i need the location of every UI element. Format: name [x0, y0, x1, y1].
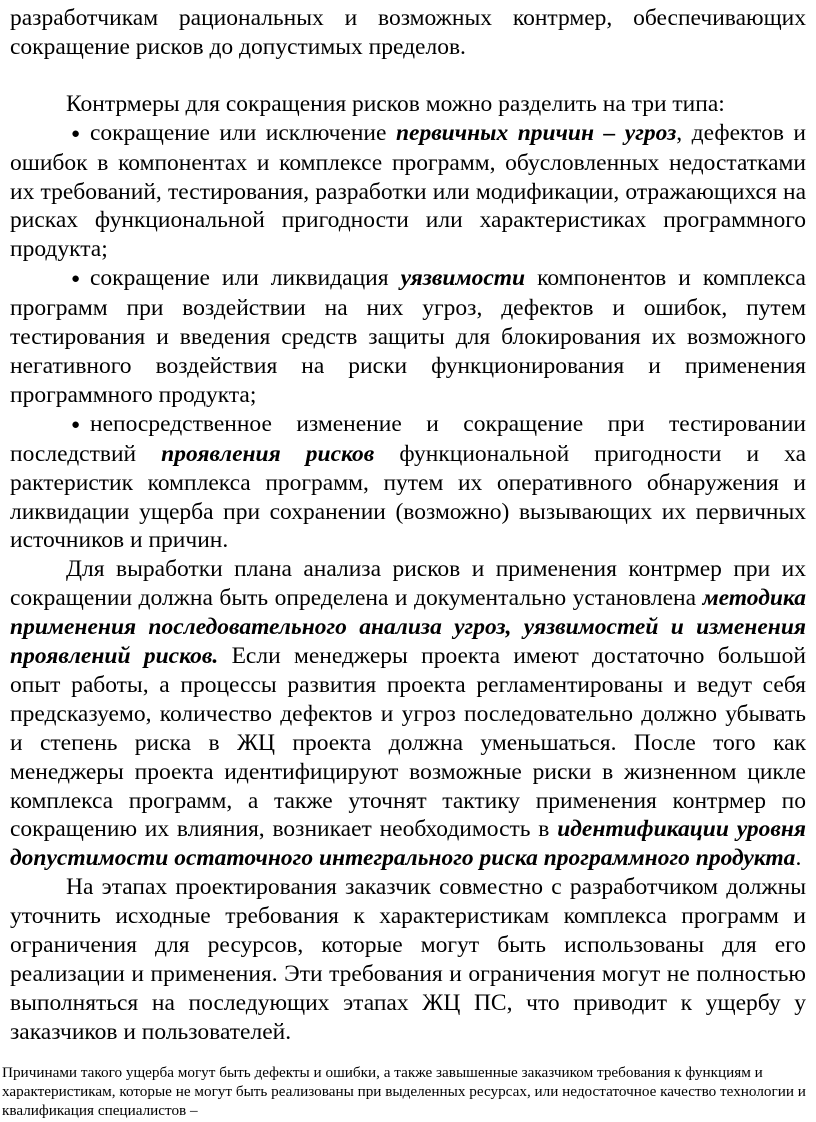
paragraph-design-stages: На этапах проектирования заказчик совместно с разработчиком должны уточнить исходные требования к характеристикам комплекса программ и ограничения для ресурсов, которые могут быть использованы для его реализации и применения. Эти требования и ограничения могут не полностью выполняться на последующих этапах ЖЦ ПС, что приводит к ущербу у заказчиков и пользователей.: [10, 874, 806, 1045]
bullet-icon: ●: [70, 125, 80, 142]
paragraph-risk-analysis-plan: [10, 555, 806, 873]
paragraph-emphasis-identification: идентификации уровня допустимости остаточного интегрального риска программного продукта: [10, 816, 806, 872]
footer-text: Причинами такого ущерба могут быть дефекты и ошибки, а также завышенные заказчиком требования к функциям и характеристикам, которые не могут быть реализованы при выделенных ресурсах, или недостаточное качество технологии и квалификация специалистов –: [2, 1064, 806, 1119]
bullet-icon: ●: [70, 416, 80, 433]
main-text: [10, 4, 806, 1047]
bullet-icon: ●: [70, 271, 80, 288]
bullet-text-post: функциональной пригодности и ха рактеристик комплекса программ, путем их оперативного обнаружения и ликвидации ущерба при сохранении (возможно) вызывающих их первичных источников и причин.: [10, 440, 806, 554]
bullet-item-risk-manifestation: [10, 410, 806, 556]
paragraph-continuation: разработчикам рациональных и возможных контрмер, обеспечивающих сокращение рисков до допустимых пределов.: [10, 5, 806, 60]
footer-note: [2, 1063, 808, 1120]
paragraph-text-pre: Для выработки плана анализа рисков и применения контрмер при их сокращении должна быть определена и документально установлена: [10, 556, 806, 612]
bullet-emphasis: проявления рисков: [161, 440, 375, 467]
bullet-text-post: компонентов и комплекса программ при воздействии на них угроз, дефектов и ошибок, путем тестирования и введения средств защиты для блокирования их возможного негативного воздействия на риски функционирования и применения программного продукта;: [10, 265, 806, 408]
bullet-text-pre: сокращение или ликвидация: [90, 265, 401, 292]
bullet-text-pre: непосредственное изменение и сокращение при тестировании последствий: [10, 410, 806, 467]
bullet-item-vulnerability: [10, 264, 806, 410]
paragraph-countermeasure-types: Контрмеры для сокращения рисков можно разделить на три типа:: [66, 90, 725, 117]
paragraph-text-mid: Если менеджеры проекта имеют достаточно большой опыт работы, а процессы развития проекта регламентированы и ведут себя предсказуемо, количество дефектов и угроз последовательно должно убывать и степень риска в ЖЦ проекта должна уменьшаться. После того как менеджеры проекта идентифицируют возможные риски в жизненном цикле комплекса программ, а также уточнят тактику применения контрмер по сокращению их влияния, возникает необходимость в: [10, 643, 806, 843]
bullet-text-pre: сокращение или исключение: [90, 119, 396, 146]
bullet-text-post: , дефектов и ошибок в компонентах и комплексе программ, обусловленных недостатками их требований, тестирования, разработки или модификации, отражающихся на рисках функциональной пригодности или характеристиках программного продукта;: [10, 119, 806, 263]
bullet-emphasis: уязвимости: [400, 265, 526, 292]
paragraph-emphasis-methodology: методика применения последовательного анализа угроз, уязвимостей и изменения проявлений рисков.: [10, 585, 806, 670]
bullet-item-root-causes: [10, 119, 806, 265]
paragraph-text-post: .: [795, 845, 802, 872]
bullet-emphasis: первичных причин – угроз: [395, 119, 677, 146]
